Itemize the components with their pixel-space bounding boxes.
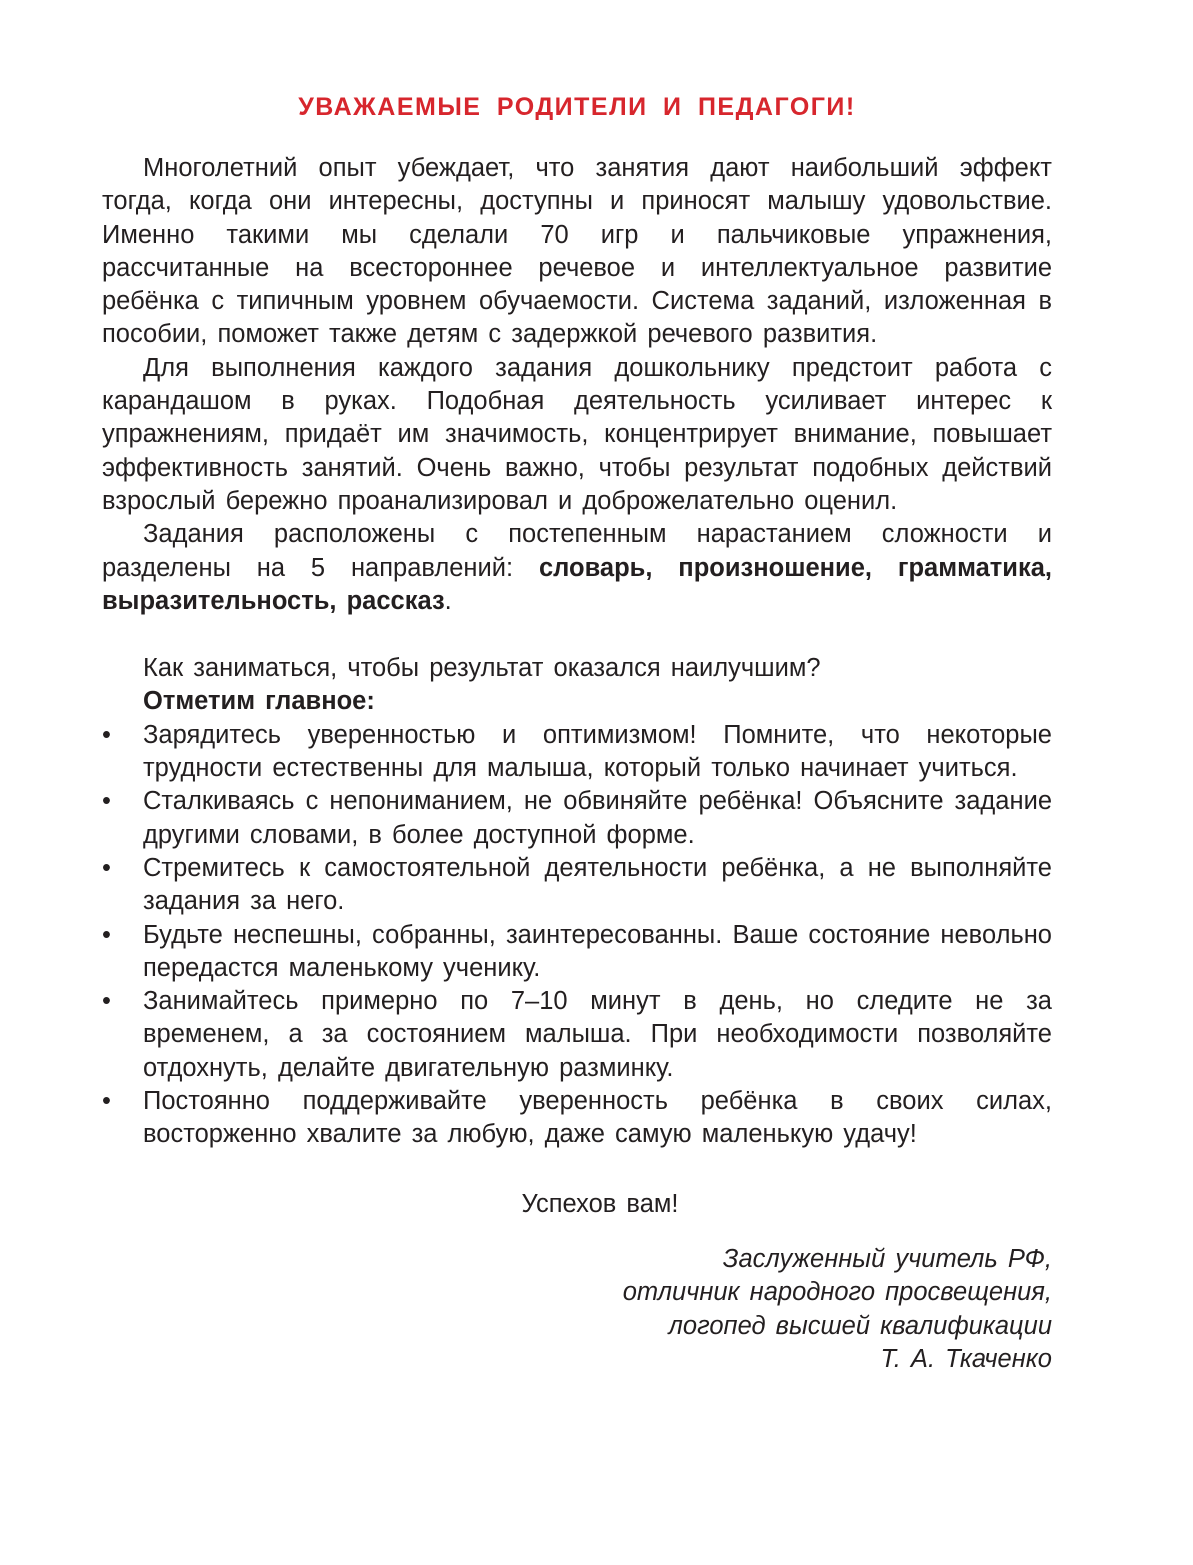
spacer (102, 618, 1052, 652)
tip-text: Постоянно поддерживайте уверенность ребёнка в своих силах, восторженно хвалите за любую, даже самую маленькую удачу! (143, 1087, 1052, 1149)
main-points-heading: Отметим главное: (143, 687, 375, 716)
tip-text: Будьте неспешны, собранны, заинтересованны. Ваше состояние невольно передастся маленькому ученику. (143, 920, 1052, 982)
tip-text: Занимайтесь примерно по 7–10 минут в день, но следите не за временем, а за состоянием малыша. При необходимости позволяйте отдохнуть, делайте двигательную разминку. (143, 987, 1052, 1082)
page-title: УВАЖАЕМЫЕ РОДИТЕЛИ И ПЕДАГОГИ! (298, 93, 856, 121)
list-item (102, 785, 1052, 852)
list-item (102, 719, 1052, 786)
intro-paragraph-2: Для выполнения каждого задания дошкольнику предстоит работа с карандашом в руках. Подобная деятельность усиливает интерес к упражнениям, придаёт им значимость, концентрирует внимание, повышает эффективность занятий. Очень важно, чтобы результат подобных действий взрослый бережно проанализировал и доброжелательно оценил. (102, 353, 1052, 515)
tip-text: Стремитесь к самостоятельной деятельности ребёнка, а не выполняйте задания за него. (143, 853, 1052, 916)
signature-title-2: отличник народного просвещения, (622, 1278, 1052, 1307)
tip-text: Зарядитесь уверенностью и оптимизмом! Помните, что некоторые трудности естественны для малыша, который только начинает учиться. (143, 720, 1052, 783)
signature-title-1: Заслуженный учитель РФ, (722, 1244, 1052, 1273)
paragraph-3-lead: Задания расположены с постепенным нарастанием сложности и разделены на 5 направлений: (102, 520, 1052, 582)
bullet-icon: • (102, 720, 111, 749)
tips-list (102, 719, 1052, 1152)
question-line: Как заниматься, чтобы результат оказался наилучшим? (143, 654, 821, 683)
signature-title-3: логопед высшей квалификации (668, 1311, 1052, 1340)
bullet-icon: • (102, 1087, 111, 1116)
list-item (102, 985, 1052, 1085)
tip-text: Сталкиваясь с непониманием, не обвиняйте ребёнка! Объясните задание другими словами, в более доступной форме. (143, 787, 1052, 849)
signature-author-name: Т. А. Ткаченко (880, 1344, 1052, 1373)
intro-paragraph-1: Многолетний опыт убеждает, что занятия дают наибольший эффект тогда, когда они интересны, доступны и приносят малышу удовольствие. Именно такими мы сделали 70 игр и пальчиковые упражнения, рассчитанные на всестороннее речевое и интеллектуальное развитие ребёнка с типичным уровнем обучаемости. Система заданий, изложенная в пособии, поможет также детям с задержкой речевого развития. (102, 154, 1052, 349)
bullet-icon: • (102, 853, 111, 882)
list-item (102, 919, 1052, 986)
paragraph-3-end: . (444, 586, 452, 615)
intro-paragraph-3 (102, 518, 1052, 618)
list-item (102, 852, 1052, 919)
bullet-icon: • (102, 787, 111, 816)
document-page (102, 88, 1052, 1376)
author-signature (102, 1243, 1052, 1376)
bullet-icon: • (102, 987, 111, 1016)
bullet-icon: • (102, 920, 111, 949)
closing-wish: Успехов вам! (521, 1189, 679, 1218)
list-item (102, 1085, 1052, 1152)
directions-list-bold: словарь, произношение, грамматика, выразительность, рассказ (102, 553, 1052, 615)
